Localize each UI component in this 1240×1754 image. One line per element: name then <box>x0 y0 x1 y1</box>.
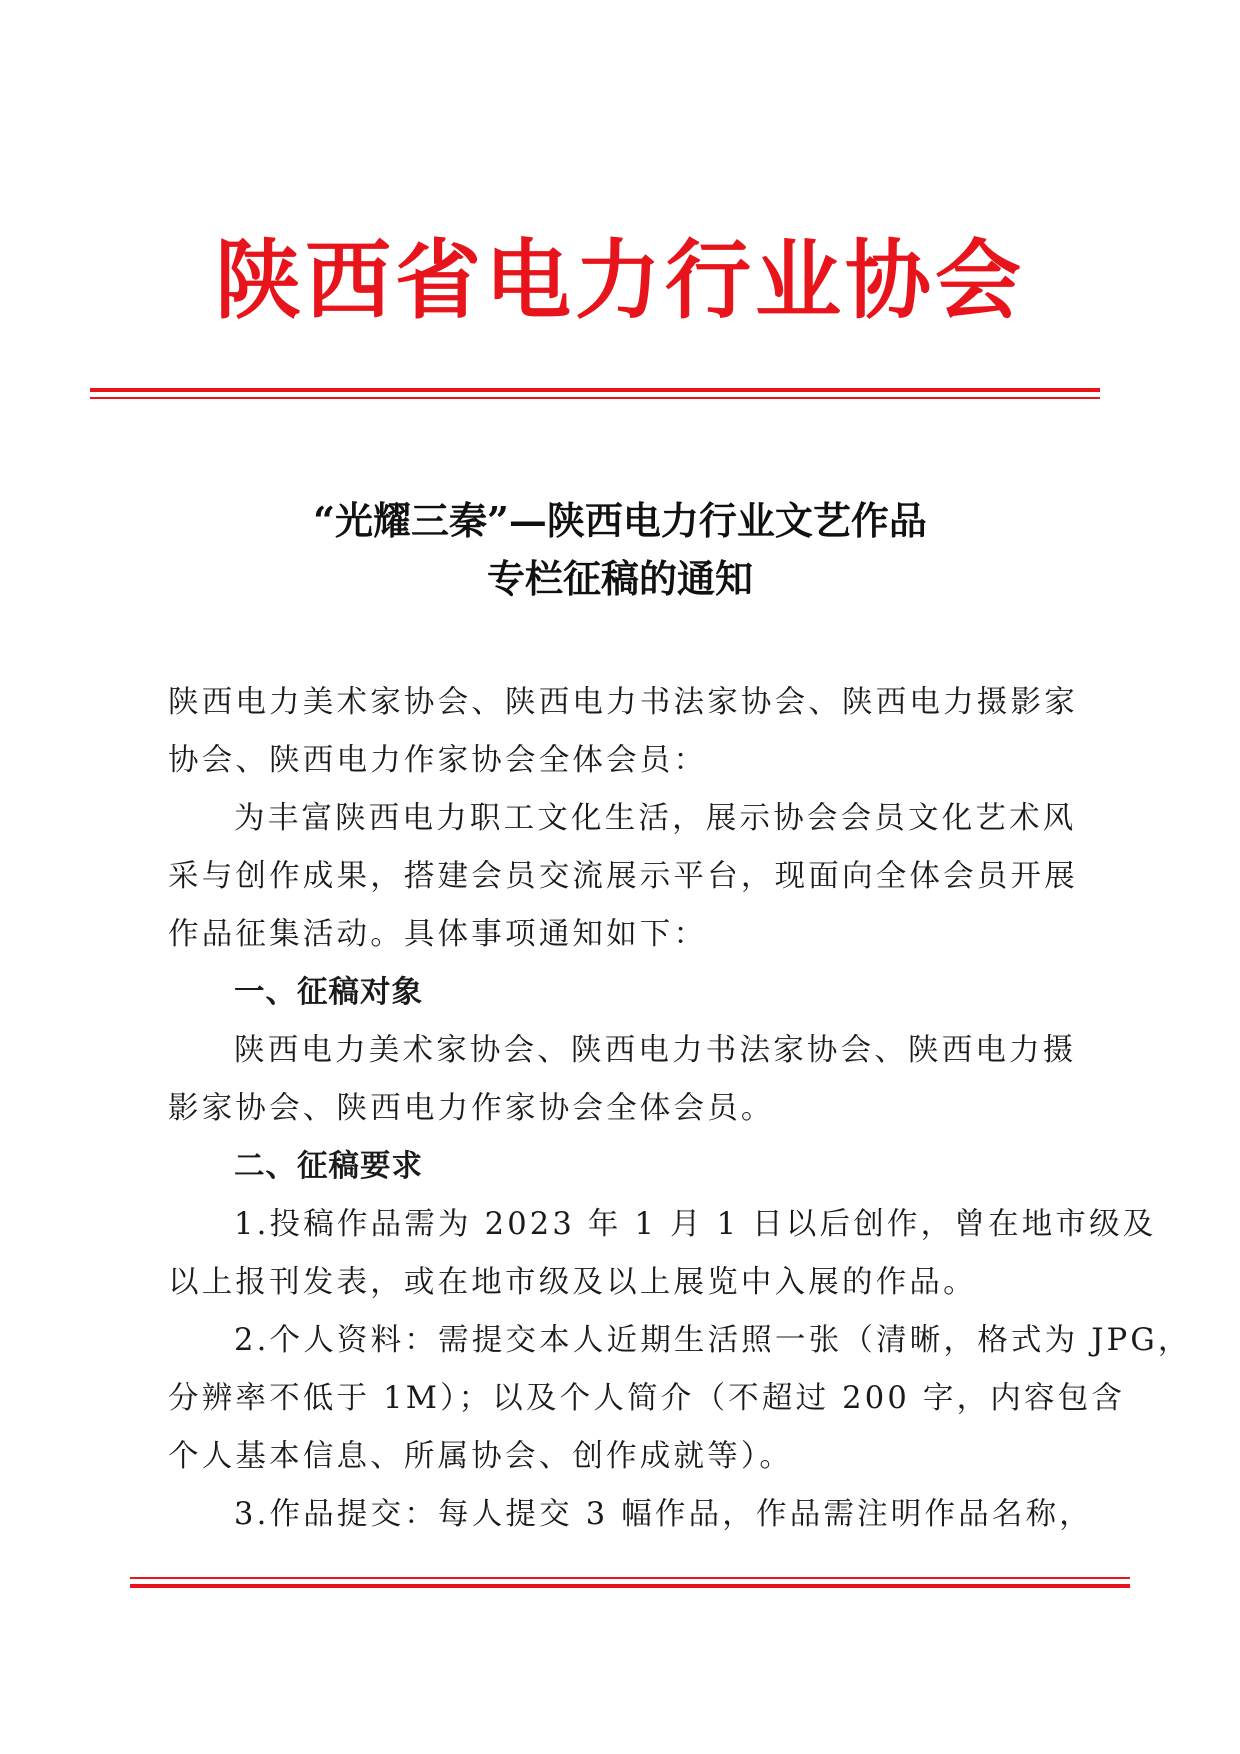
body-line: 协会、陕西电力作家协会全体会员： <box>168 743 708 778</box>
body-line: 陕西电力美术家协会、陕西电力书法家协会、陕西电力摄 <box>234 1033 1077 1068</box>
section-heading-targets: 一、征稿对象 <box>234 975 423 1010</box>
footer-rule-thick <box>130 1584 1130 1588</box>
body-line: 3.作品提交：每人提交 3 幅作品，作品需注明作品名称， <box>234 1497 1093 1532</box>
body-line: 采与创作成果，搭建会员交流展示平台，现面向全体会员开展 <box>168 859 1078 894</box>
header-rule-thin <box>90 397 1100 399</box>
body-line: 以上报刊发表，或在地市级及以上展览中入展的作品。 <box>168 1265 977 1300</box>
body-line: 作品征集活动。具体事项通知如下： <box>168 917 708 952</box>
body-line: 2.个人资料：需提交本人近期生活照一张（清晰，格式为 JPG， <box>234 1323 1192 1358</box>
footer-rule-thin <box>130 1577 1130 1579</box>
document-title-line-1: “光耀三秦”—陕西电力行业文艺作品 <box>313 498 927 543</box>
document-body <box>168 674 1192 1544</box>
document-title-line-2: 专栏征稿的通知 <box>486 556 753 601</box>
body-line: 个人基本信息、所属协会、创作成就等）。 <box>168 1439 794 1474</box>
body-line: 分辨率不低于 1M）；以及个人简介（不超过 200 字，内容包含 <box>168 1381 1126 1416</box>
body-line: 陕西电力美术家协会、陕西电力书法家协会、陕西电力摄影家 <box>168 685 1078 720</box>
organization-header: 陕西省电力行业协会 <box>215 230 1025 331</box>
body-line: 为丰富陕西电力职工文化生活，展示协会会员文化艺术风 <box>234 801 1077 836</box>
body-line: 影家协会、陕西电力作家协会全体会员。 <box>168 1091 775 1126</box>
section-heading-requirements: 二、征稿要求 <box>234 1149 423 1184</box>
header-rule-thick <box>90 388 1100 392</box>
body-line: 1.投稿作品需为 2023 年 1 月 1 日以后创作，曾在地市级及 <box>234 1207 1157 1242</box>
